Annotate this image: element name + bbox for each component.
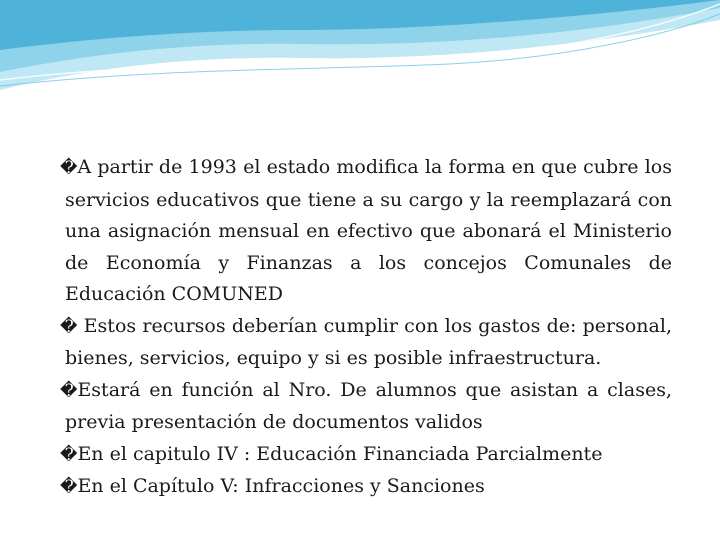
bullet-item (60, 439, 672, 472)
bullet-marker: � (60, 444, 78, 465)
bullet-text: En el Capítulo V: Infracciones y Sanciones (77, 475, 485, 497)
bullet-text: A partir de 1993 el estado modifica la forma en que cubre los servicios educativos que tiene a su cargo y la reemplazará con una asignación mensual en efectivo que abonará el Ministerio de Economía y Finanzas a los concejos Comunales de Educación COMUNED (65, 156, 672, 305)
bullet-text: Estos recursos deberían cumplir con los gastos de: personal, bienes, servicios, equipo y si es posible infraestructura. (65, 314, 672, 369)
bullet-text: Estará en función al Nro. De alumnos que asistan a clases, previa presentación de documentos validos (65, 378, 672, 433)
bullet-item (60, 471, 672, 504)
bullet-item (60, 152, 672, 311)
bullet-marker: � (60, 316, 78, 337)
bullet-marker: � (60, 380, 78, 401)
bullet-marker: � (60, 477, 78, 497)
bullet-marker: � (60, 158, 78, 178)
bullet-text: En el capitulo IV : Educación Financiada Parcialmente (77, 442, 603, 465)
header-wave-decoration (0, 0, 720, 100)
bullet-item (60, 375, 672, 439)
bullet-item (60, 311, 672, 375)
bullet-list (60, 152, 672, 504)
